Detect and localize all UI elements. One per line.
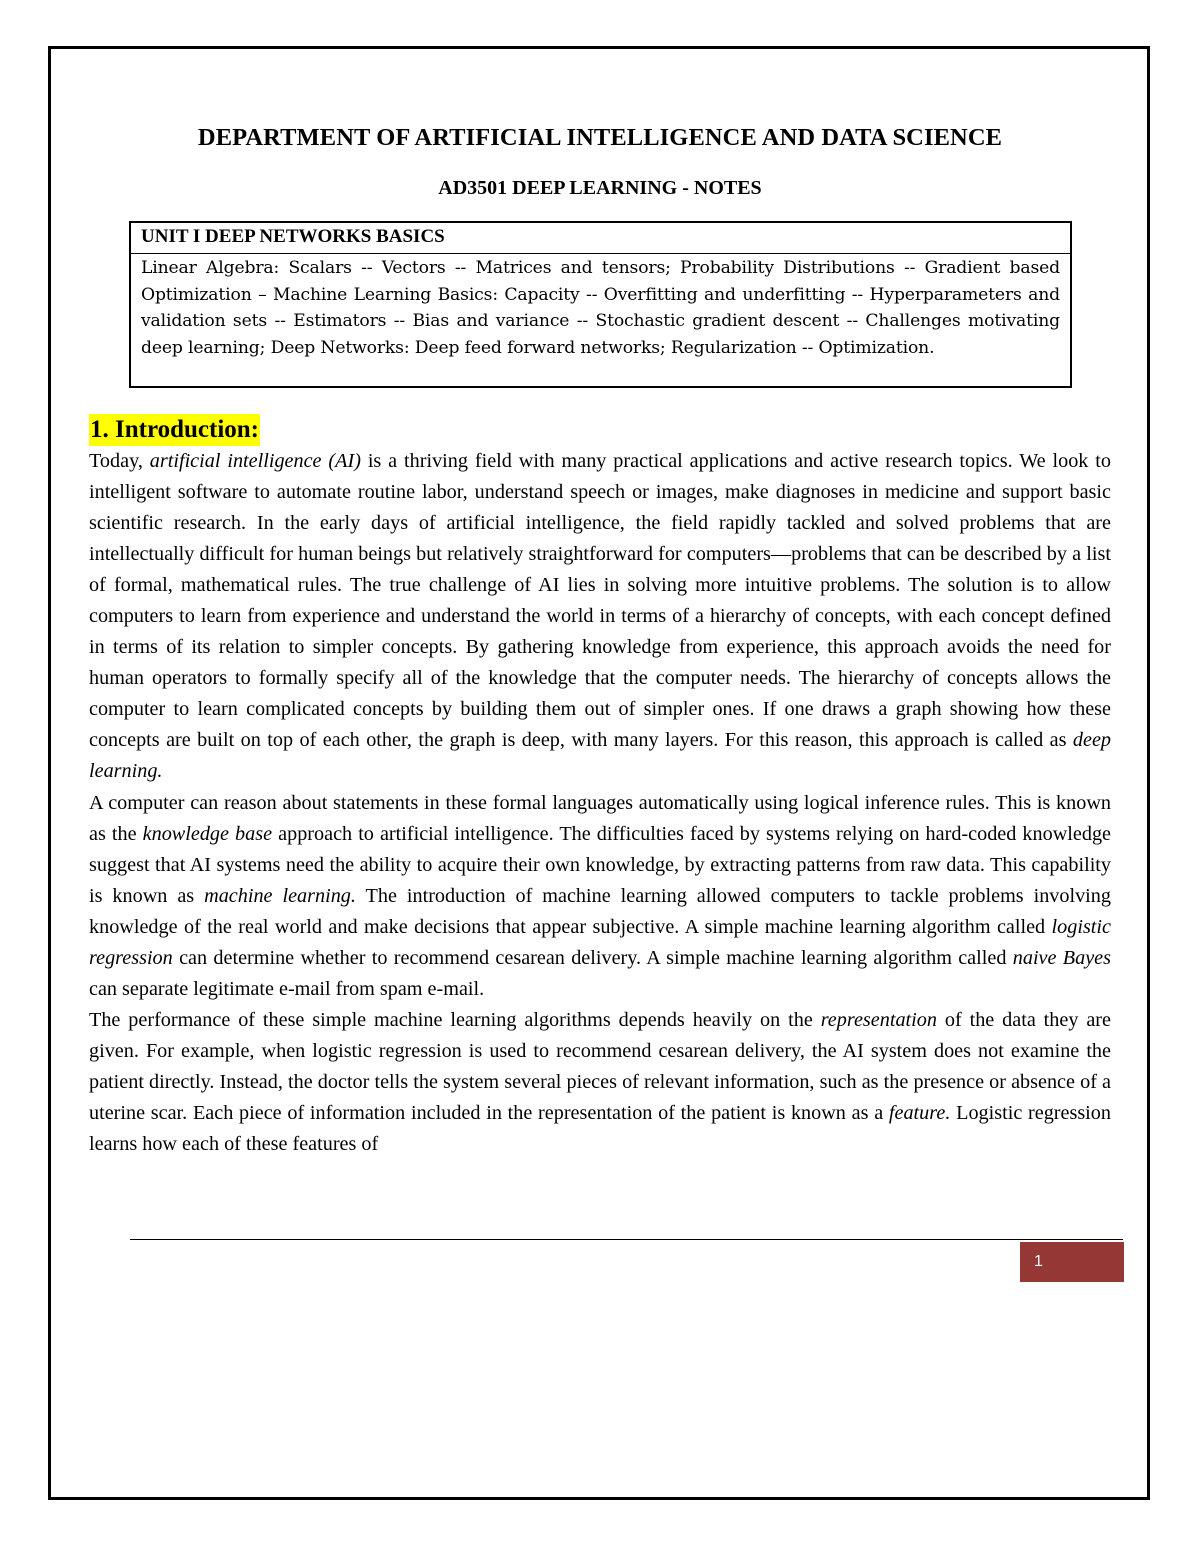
paragraph-2-text: The introduction of machine learning allowed computers to tackle problems involving knowledge of the real world and make decisions that appear subjective. A simple machine learning algorithm called: [89, 884, 1111, 938]
course-title: AD3501 DEEP LEARNING - NOTES: [438, 177, 762, 199]
unit-syllabus-text: Linear Algebra: Scalars -- Vectors -- Matrices and tensors; Probability Distributions -- Gradient based Optimization – Machine Learning Basics: Capacity -- Overfitting and underfitting -- Hyperparameters and validation sets -- Estimators -- Bias and variance -- Stochastic gradient descent -- Challenges motivating deep learning; Deep Networks: Deep feed forward networks; Regularization -- Optimization.: [141, 258, 1060, 358]
paragraph-2-text: can separate legitimate e-mail from spam e-mail.: [89, 977, 485, 1000]
page-number: 1: [1034, 1253, 1043, 1270]
term-representation: representation: [820, 1008, 937, 1031]
term-deep-learning: deep learning.: [89, 729, 1111, 783]
department-title: DEPARTMENT OF ARTIFICIAL INTELLIGENCE AND DATA SCIENCE: [197, 124, 1003, 151]
paragraph-2-text: A computer can reason about statements in these formal languages automatically using logical inference rules. This is known as the: [89, 791, 1111, 845]
paragraph-1: [89, 446, 1111, 788]
paragraph-2-text: can determine whether to recommend cesarean delivery. A simple machine learning algorithm called: [172, 946, 1013, 969]
unit-syllabus-box: [129, 221, 1072, 388]
section-heading-introduction: 1. Introduction:: [89, 414, 260, 446]
paragraph-2: [89, 788, 1111, 1005]
unit-title: UNIT I DEEP NETWORKS BASICS: [131, 223, 1070, 254]
paragraph-3: [89, 1005, 1111, 1160]
paragraph-2-text: approach to artificial intelligence. The difficulties faced by systems relying on hard-coded knowledge suggest that AI systems need the ability to acquire their own knowledge, by extracting patterns from raw data. This capability is known as: [89, 822, 1111, 907]
term-naive-bayes: naive Bayes: [1012, 946, 1111, 969]
paragraph-3-text: of the data they are given. For example, when logistic regression is used to recommend cesarean delivery, the AI system does not examine the patient directly. Instead, the doctor tells the system several pieces of relevant information, such as the presence or absence of a uterine scar. Each piece of information included in the representation of the patient is known as a: [89, 1008, 1111, 1124]
paragraph-3-text: Logistic regression learns how each of these features of: [89, 1101, 1111, 1156]
body-text: [89, 446, 1111, 1160]
term-machine-learning: machine learning.: [204, 884, 356, 907]
page-number-box: [1020, 1242, 1124, 1282]
term-logistic-regression: logistic regression: [89, 915, 1111, 969]
paragraph-1-text: is a thriving field with many practical applications and active research topics. We look to intelligent software to automate routine labor, understand speech or images, make diagnoses in medicine and support basic scientific research. In the early days of artificial intelligence, the field rapidly tackled and solved problems that are intellectually difficult for human beings but relatively straightforward for computers—problems that can be described by a list of formal, mathematical rules. The true challenge of AI lies in solving more intuitive problems. The solution is to allow computers to learn from experience and understand the world in terms of a hierarchy of concepts, with each concept defined in terms of its relation to simpler concepts. By gathering knowledge from experience, this approach avoids the need for human operators to formally specify all of the knowledge that the computer needs. The hierarchy of concepts allows the computer to learn complicated concepts by building them out of simpler ones. If one draws a graph showing how these concepts are built on top of each other, the graph is deep, with many layers. For this reason, this approach is called as: [89, 450, 1111, 752]
term-artificial-intelligence: artificial intelligence (AI): [149, 450, 361, 472]
paragraph-3-text: The performance of these simple machine learning algorithms depends heavily on the: [89, 1008, 821, 1031]
term-knowledge-base: knowledge base: [142, 822, 273, 845]
term-feature: feature.: [888, 1101, 951, 1124]
paragraph-1-text: Today,: [89, 450, 150, 472]
footer-rule: [130, 1239, 1123, 1240]
